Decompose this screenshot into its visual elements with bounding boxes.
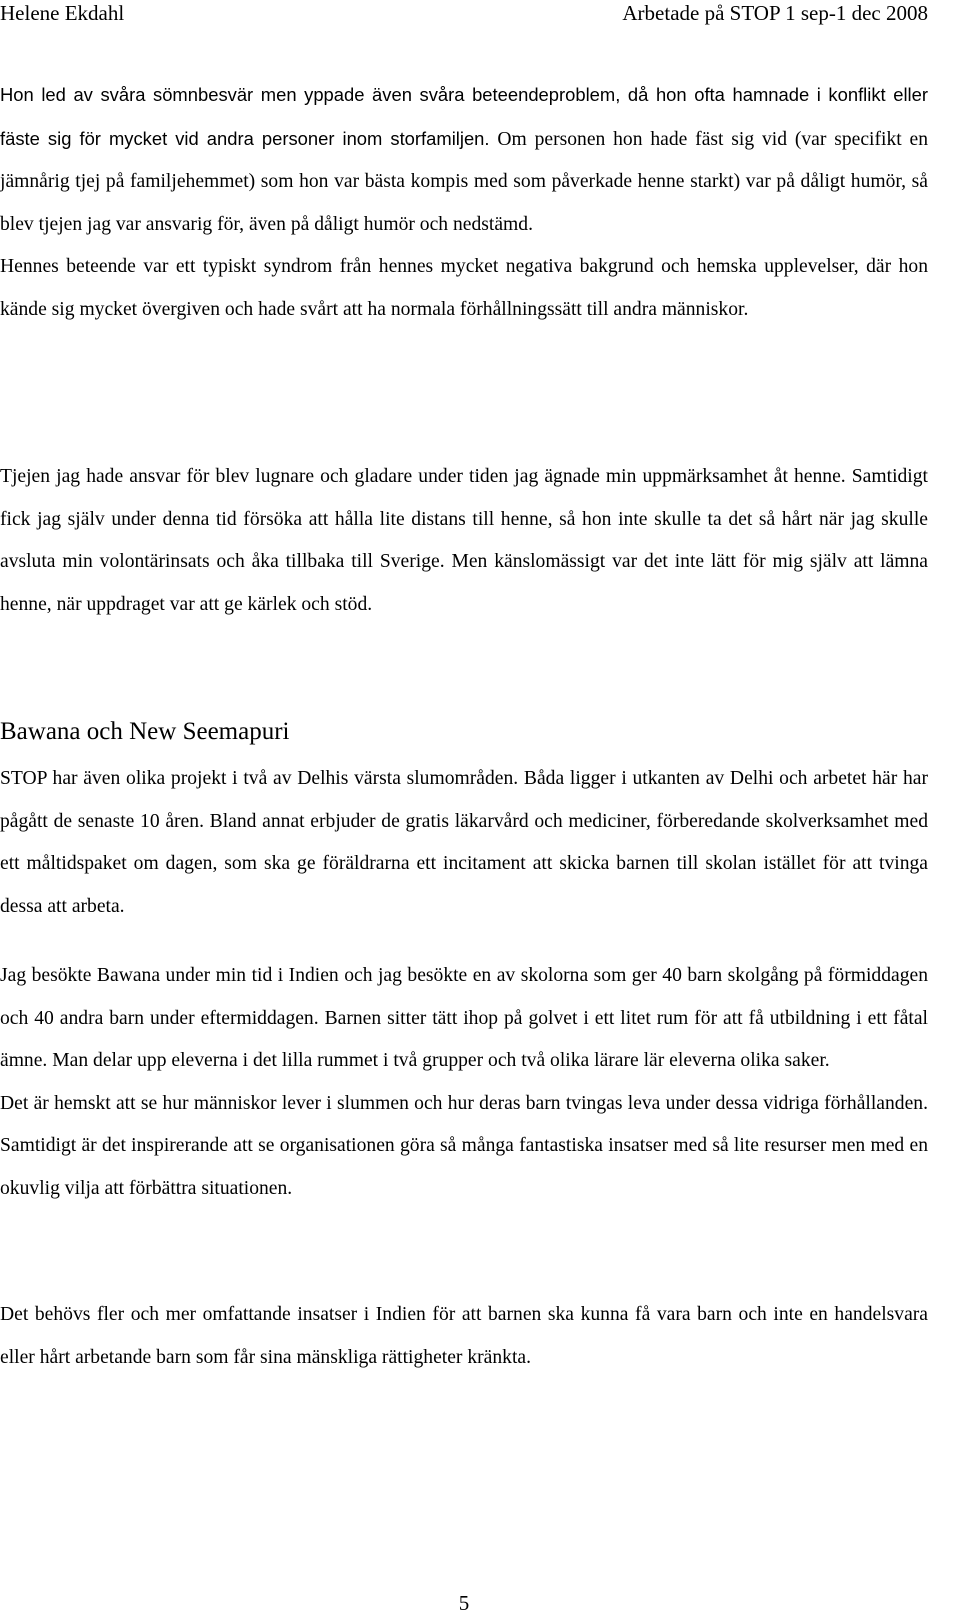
section-heading: Bawana och New Seemapuri [0, 718, 290, 745]
paragraph-sleep-problems-part1: Hon led av svåra sömnbesvär men yppade även svåra beteendeproblem, då hon ofta hamnade i konflikt eller fäste sig för mycket vid andra personer inom storfamiljen. [0, 84, 928, 149]
section-calmer [0, 456, 928, 626]
section-bawana-visit [0, 955, 928, 1210]
paragraph-slum-conditions: Det är hemskt att se hur människor lever i slummen och hur deras barn tvingas leva under dessa vidriga förhållanden. Samtidigt är det inspirerande att se organisationen göra så många fantastiska insatser med så lite resurser men med en okuvlig vilja att förbättra situationen. [0, 1092, 928, 1199]
section-stop-projects [0, 758, 928, 928]
page-header [0, 0, 928, 28]
paragraph-calmer-part1: Tjejen jag hade ansvar för blev lugnare och gladare under tiden jag ägnade min uppmärksamhet åt henne. [0, 466, 846, 487]
header-author: Helene Ekdahl [0, 1, 125, 25]
paragraph-stop-projects: STOP har även olika projekt i två av Delhis värsta slumområden. Båda ligger i utkanten av Delhi och arbetet här har pågått de senaste 10 åren. Bland annat erbjuder de gratis läkarvård och mediciner, förberedande skolverksamhet med ett måltidspaket om dagen, som ska ge föräldrarna ett incitament att skicka barnen till skolan istället för att tvinga dessa att arbeta. [0, 768, 928, 917]
paragraph-calmer-part2: Samtidigt fick jag själv under denna tid försöka att hålla lite distans till henne, så hon inte skulle ta det så hårt när jag skulle avsluta min volontärinsats och åka tillbaka till Sverige. Men känslomässigt var det inte lätt för mig själv att lämna henne, när uppdraget var att ge kärlek och stöd. [0, 466, 928, 615]
paragraph-bawana-visit: Jag besökte Bawana under min tid i Indien och jag besökte en av skolorna som ger 40 barn skolgång på förmiddagen och 40 andra barn under eftermiddagen. Barnen sitter tätt ihop på golvet i ett litet rum för att få utbildning i ett fåtal ämne. Man delar upp eleverna i det lilla rummet i två grupper och två olika lärare lär eleverna olika saker. [0, 965, 928, 1071]
paragraph-sleep-problems-part2: Om personen hon hade fäst sig vid (var specifikt en jämnårig tjej på familjehemmet) som hon var bästa kompis med som påverkade henne starkt) var på dåligt humör, så blev tjejen jag var ansvarig för, även på dåligt humör och nedstämd. [0, 128, 929, 235]
paragraph-calmer [0, 456, 928, 626]
paragraph-sleep-problems [0, 74, 928, 246]
page-number: 5 [458, 1591, 470, 1615]
section-top [0, 74, 928, 331]
paragraph-behaviour: Hennes beteende var ett typiskt syndrom från hennes mycket negativa bakgrund och hemska upplevelser, där hon kände sig mycket övergiven och hade svårt att ha normala förhållningssätt till andra människor. [0, 256, 928, 320]
section-conclusion [0, 1294, 928, 1379]
header-period: Arbetade på STOP 1 sep-1 dec 2008 [622, 1, 928, 25]
paragraph-conclusion: Det behövs fler och mer omfattande insatser i Indien för att barnen ska kunna få vara barn och inte en handelsvara eller hårt arbetande barn som får sina mänskliga rättigheter kränkta. [0, 1304, 928, 1368]
